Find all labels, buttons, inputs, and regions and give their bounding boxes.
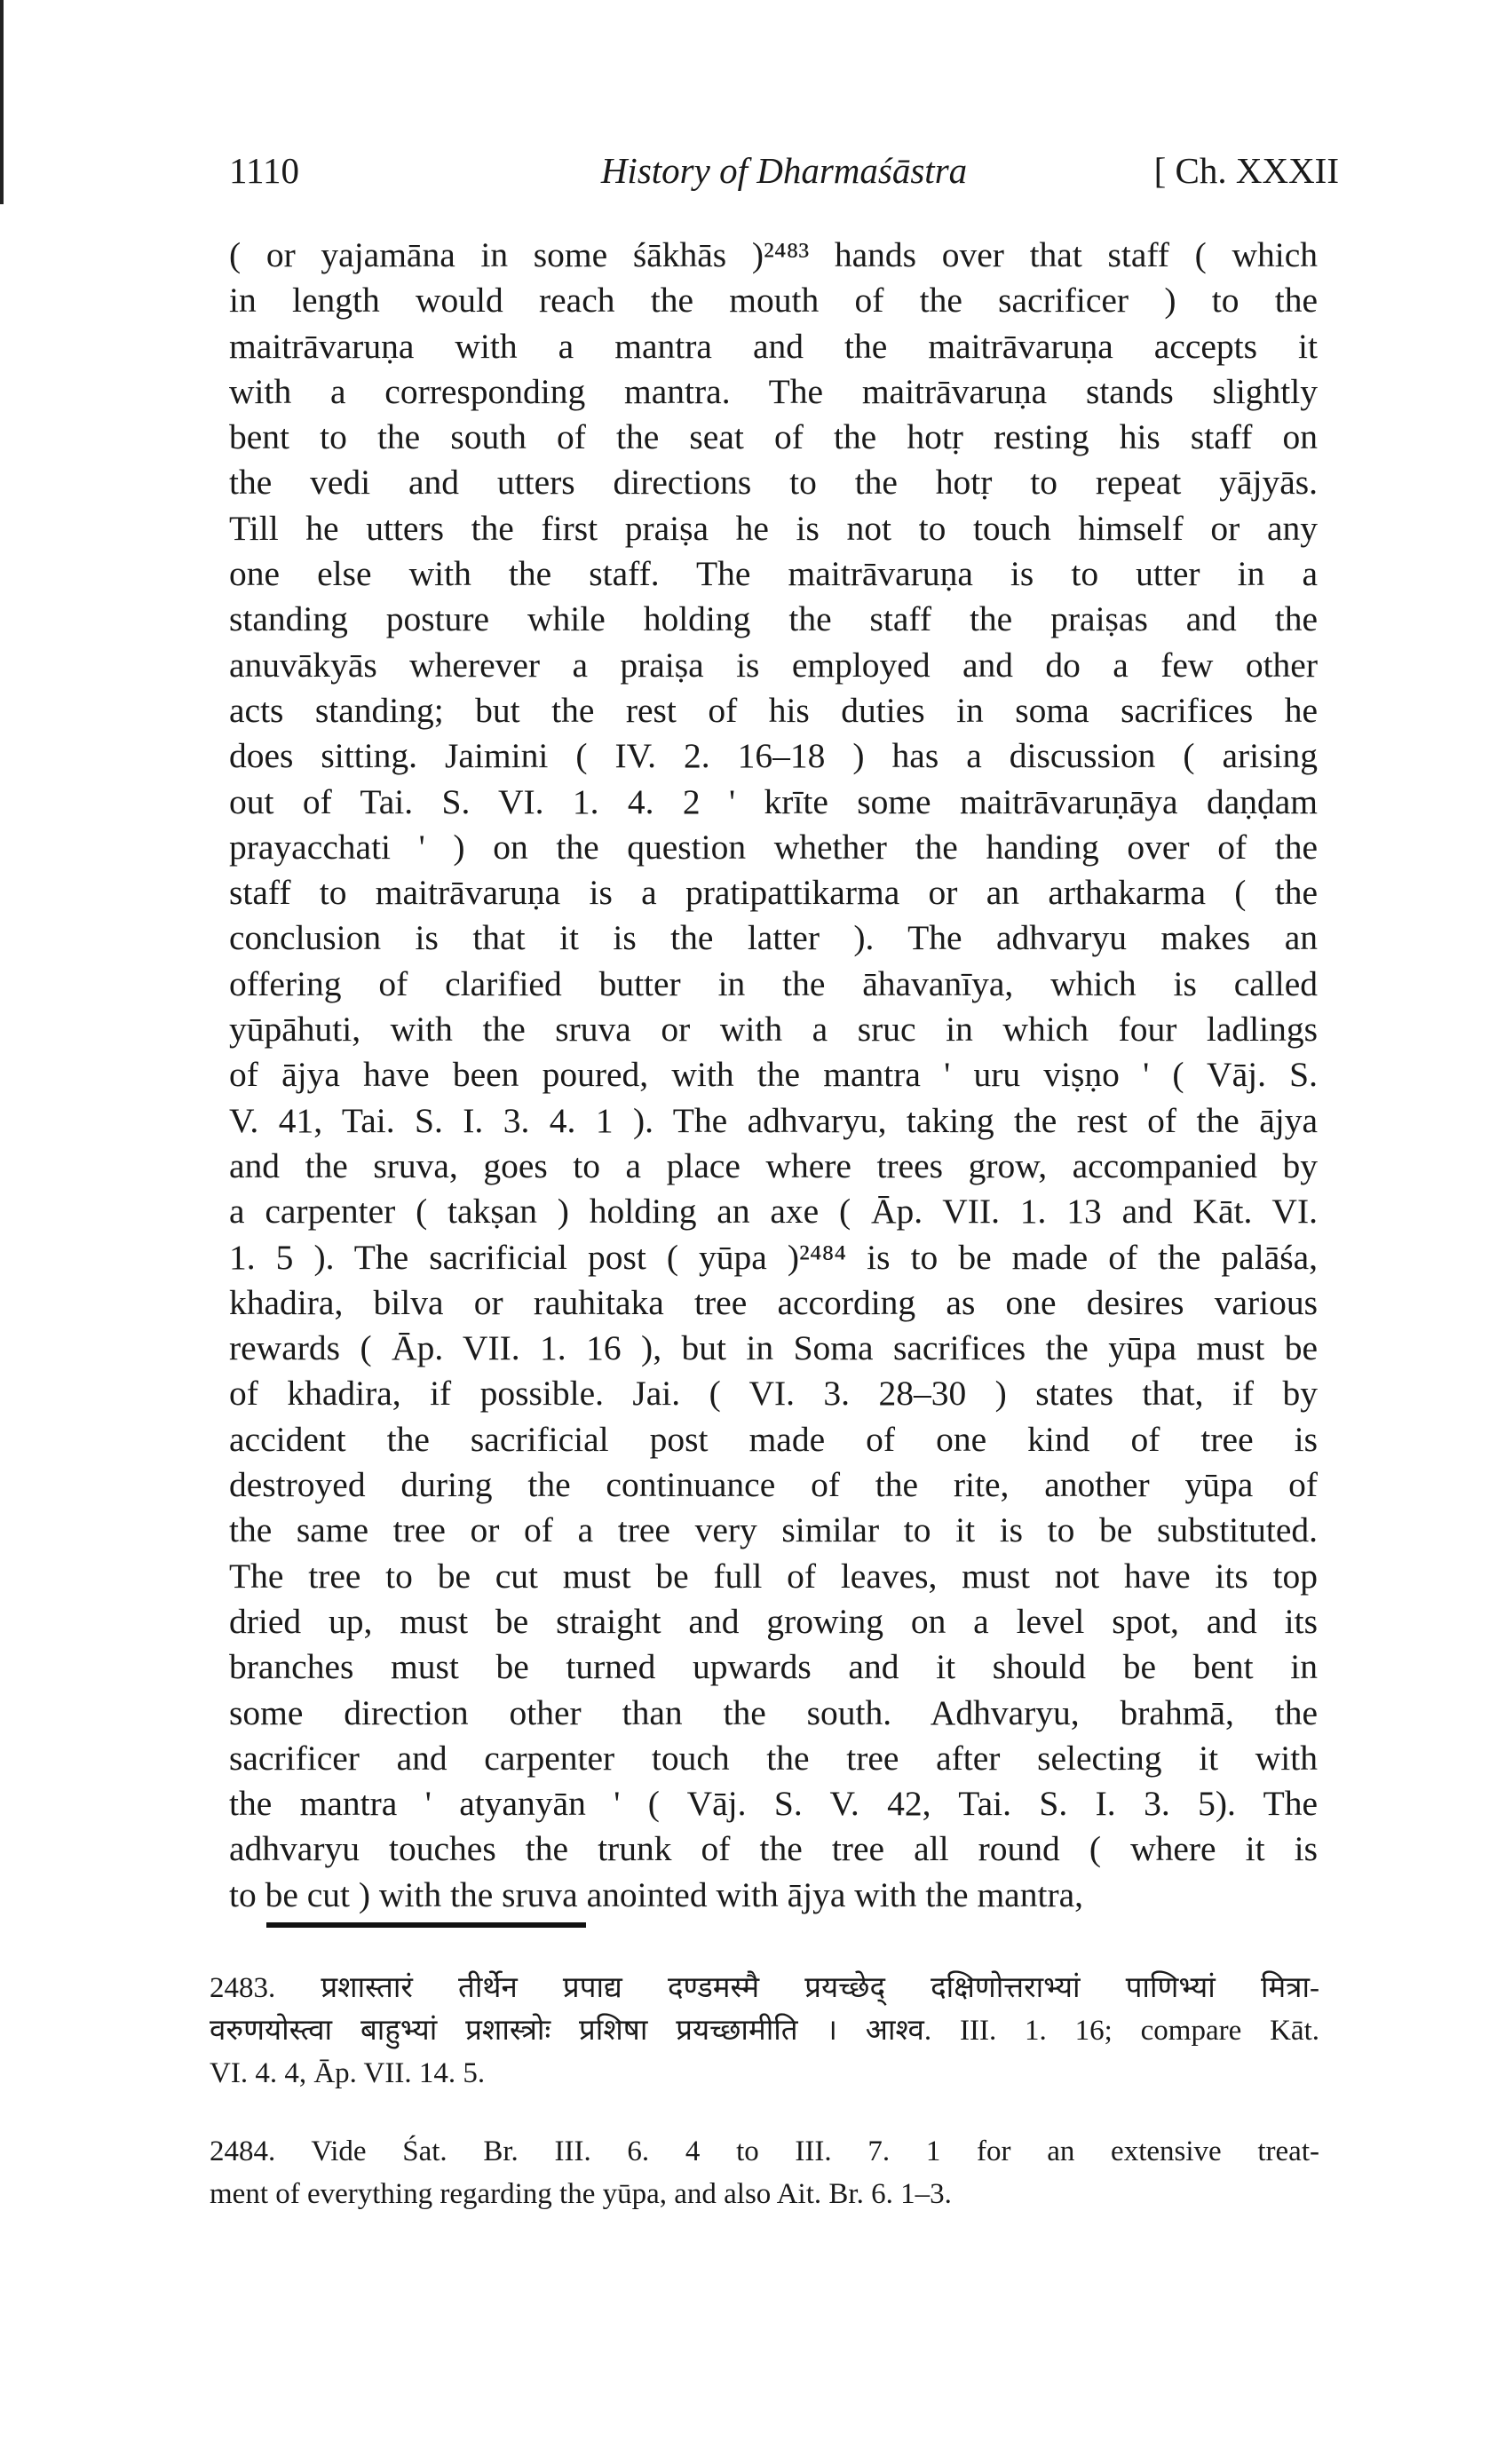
footnote-2483 bbox=[210, 1967, 1319, 2095]
body-line: a carpenter ( takṣan ) holding an axe ( Āp. VII. 1. 13 and Kāt. VI. bbox=[229, 1192, 1318, 1232]
body-line: V. 41, Tai. S. I. 3. 4. 1 ). The adhvaryu, taking the rest of the ājya bbox=[229, 1100, 1318, 1140]
body-line: staff to maitrāvaruṇa is a pratipattikarma or an arthakarma ( the bbox=[229, 873, 1318, 913]
body-line: prayacchati ' ) on the question whether the handing over of the bbox=[229, 827, 1318, 867]
footnotes bbox=[210, 1967, 1319, 2215]
footnote-line: वरुणयोस्त्वा बाहुभ्यां प्रशास्त्रोः प्रशिषा प्रयच्छामीति । आश्व. III. 1. 16; compare Kāt. bbox=[210, 2015, 1319, 2047]
body-line: to be cut ) with the sruva anointed with ājya with the mantra, bbox=[229, 1874, 1084, 1914]
body-line: the vedi and utters directions to the hotṛ to repeat yājyās. bbox=[229, 463, 1318, 503]
body-line: branches must be turned upwards and it should be bent in bbox=[229, 1647, 1318, 1687]
body-line: 1. 5 ). The sacrificial post ( yūpa )²⁴⁸⁴ is to be made of the palāśa, bbox=[229, 1237, 1318, 1277]
body-line: and the sruva, goes to a place where trees grow, accompanied by bbox=[229, 1145, 1318, 1185]
page-header bbox=[229, 149, 1339, 202]
body-line: of ājya have been poured, with the mantra ' uru viṣṇo ' ( Vāj. S. bbox=[229, 1055, 1318, 1095]
footnote-line: VI. 4. 4, Āp. VII. 14. 5. bbox=[210, 2057, 486, 2089]
body-line: yūpāhuti, with the sruva or with a sruc in which four ladlings bbox=[229, 1010, 1318, 1050]
footnote-line: 2484. Vide Śat. Br. III. 6. 4 to III. 7. 1 for an extensive treat- bbox=[210, 2135, 1319, 2167]
body-line: one else with the staff. The maitrāvaruṇa is to utter in a bbox=[229, 554, 1318, 594]
footnote-line: 2483. प्रशास्तारं तीर्थेन प्रपाद्य दण्डमस्मै प्रयच्छेद् दक्षिणोत्तराभ्यां पाणिभ्यां मित्रा- bbox=[210, 1972, 1319, 2004]
body-line: bent to the south of the seat of the hotṛ resting his staff on bbox=[229, 417, 1318, 457]
body-text bbox=[229, 233, 1318, 1918]
body-line: khadira, bilva or rauhitaka tree according as one desires various bbox=[229, 1282, 1318, 1322]
body-line: adhvaryu touches the trunk of the tree all round ( where it is bbox=[229, 1829, 1318, 1869]
footnote-line: ment of everything regarding the yūpa, and also Ait. Br. 6. 1–3. bbox=[210, 2178, 952, 2210]
chapter-label: [ Ch. XXXII bbox=[1153, 150, 1339, 191]
body-line: anuvākyās wherever a praiṣa is employed and do a few other bbox=[229, 645, 1318, 685]
body-line: some direction other than the south. Adhvaryu, brahmā, the bbox=[229, 1692, 1318, 1732]
body-line: standing posture while holding the staff the praiṣas and the bbox=[229, 599, 1318, 639]
scan-edge-artifact bbox=[0, 0, 4, 204]
running-title: History of Dharmaśāstra bbox=[600, 150, 968, 191]
body-line: ( or yajamāna in some śākhās )²⁴⁸³ hands over that staff ( which bbox=[229, 235, 1318, 274]
body-line: the same tree or of a tree very similar to it is to be substituted. bbox=[229, 1510, 1318, 1550]
body-line: Till he utters the first praiṣa he is not to touch himself or any bbox=[229, 508, 1318, 548]
body-line: of khadira, if possible. Jai. ( VI. 3. 28–30 ) states that, if by bbox=[229, 1374, 1318, 1414]
footnote-2484 bbox=[210, 2130, 1319, 2215]
body-line: rewards ( Āp. VII. 1. 16 ), but in Soma sacrifices the yūpa must be bbox=[229, 1328, 1318, 1368]
footnote-rule bbox=[266, 1922, 586, 1928]
body-line: out of Tai. S. VI. 1. 4. 2 ' krīte some maitrāvaruṇāya daṇḍam bbox=[229, 781, 1318, 821]
body-line: in length would reach the mouth of the sacrificer ) to the bbox=[229, 281, 1318, 321]
body-line: maitrāvaruṇa with a mantra and the maitrāvaruṇa accepts it bbox=[229, 326, 1318, 366]
body-line: with a corresponding mantra. The maitrāvaruṇa stands slightly bbox=[229, 371, 1318, 411]
body-line: does sitting. Jaimini ( IV. 2. 16–18 ) has a discussion ( arising bbox=[229, 736, 1318, 776]
body-line: acts standing; but the rest of his duties in soma sacrifices he bbox=[229, 690, 1318, 730]
body-line: the mantra ' atyanyān ' ( Vāj. S. V. 42, Tai. S. I. 3. 5). The bbox=[229, 1784, 1318, 1824]
body-line: conclusion is that it is the latter ). The adhvaryu makes an bbox=[229, 918, 1318, 958]
body-line: destroyed during the continuance of the rite, another yūpa of bbox=[229, 1465, 1318, 1505]
body-line: accident the sacrificial post made of one kind of tree is bbox=[229, 1419, 1318, 1459]
page-number: 1110 bbox=[229, 150, 299, 191]
body-line: The tree to be cut must be full of leaves, must not have its top bbox=[229, 1556, 1318, 1596]
body-line: offering of clarified butter in the āhavanīya, which is called bbox=[229, 963, 1318, 1003]
body-line: sacrificer and carpenter touch the tree after selecting it with bbox=[229, 1738, 1318, 1778]
body-line: dried up, must be straight and growing on a level spot, and its bbox=[229, 1601, 1318, 1641]
